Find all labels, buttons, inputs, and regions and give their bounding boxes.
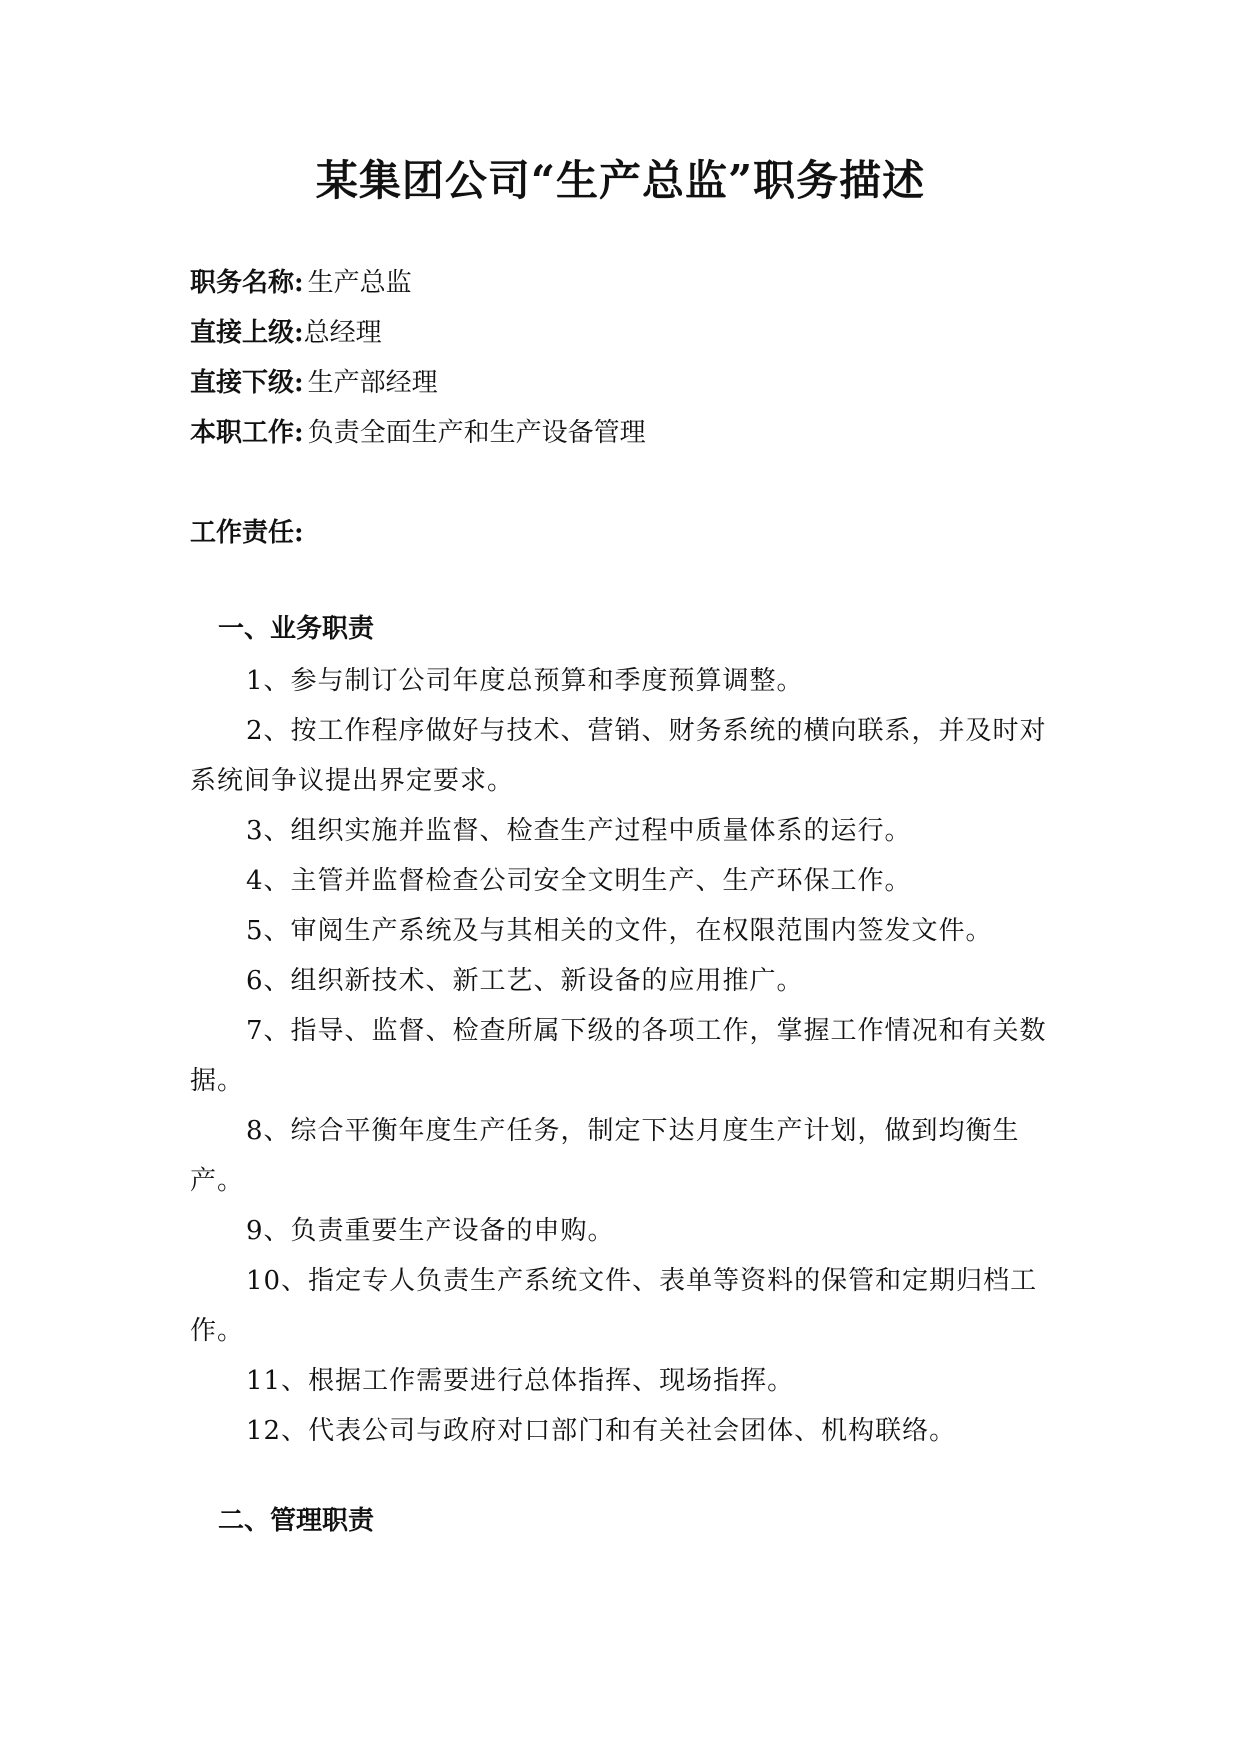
section-heading-business: 一、业务职责 [218, 614, 375, 644]
duty-item: 10、指定专人负责生产系统文件、表单等资料的保管和定期归档工作。 [190, 1266, 1038, 1346]
duty-item: 4、主管并监督检查公司安全文明生产、生产环保工作。 [246, 866, 912, 896]
section-heading-management: 二、管理职责 [218, 1506, 375, 1536]
meta-label: 本职工作: [190, 418, 304, 448]
meta-value: 生产部经理 [307, 368, 438, 398]
duty-item: 9、负责重要生产设备的申购。 [246, 1216, 615, 1246]
business-duty-list [190, 656, 1050, 1456]
document-title: 某集团公司“生产总监”职务描述 [315, 156, 926, 205]
duty-item: 12、代表公司与政府对口部门和有关社会团体、机构联络。 [246, 1416, 957, 1446]
duty-item: 5、审阅生产系统及与其相关的文件，在权限范围内签发文件。 [246, 916, 993, 946]
duty-item: 1、参与制订公司年度总预算和季度预算调整。 [246, 666, 804, 696]
meta-value: 生产总监 [307, 268, 412, 298]
job-meta [190, 258, 1090, 458]
meta-value: 总经理 [303, 318, 382, 348]
duty-item: 6、组织新技术、新工艺、新设备的应用推广。 [246, 966, 804, 996]
duty-item: 8、综合平衡年度生产任务，制定下达月度生产计划，做到均衡生产。 [190, 1116, 1020, 1196]
meta-label: 直接下级: [190, 368, 304, 398]
responsibilities-heading: 工作责任: [190, 518, 304, 548]
duty-item: 3、组织实施并监督、检查生产过程中质量体系的运行。 [246, 816, 912, 846]
meta-label: 直接上级: [190, 318, 304, 348]
meta-row-job-name [190, 258, 1090, 308]
meta-value: 负责全面生产和生产设备管理 [307, 418, 646, 448]
meta-row-primary-work [190, 408, 1090, 458]
meta-row-direct-subordinate [190, 358, 1090, 408]
meta-row-direct-superior [190, 308, 1090, 358]
duty-item: 7、指导、监督、检查所属下级的各项工作，掌握工作情况和有关数据。 [190, 1016, 1047, 1096]
duty-item: 2、按工作程序做好与技术、营销、财务系统的横向联系，并及时对系统间争议提出界定要求。 [190, 716, 1047, 796]
meta-label: 职务名称: [190, 268, 304, 298]
duty-item: 11、根据工作需要进行总体指挥、现场指挥。 [246, 1366, 795, 1396]
